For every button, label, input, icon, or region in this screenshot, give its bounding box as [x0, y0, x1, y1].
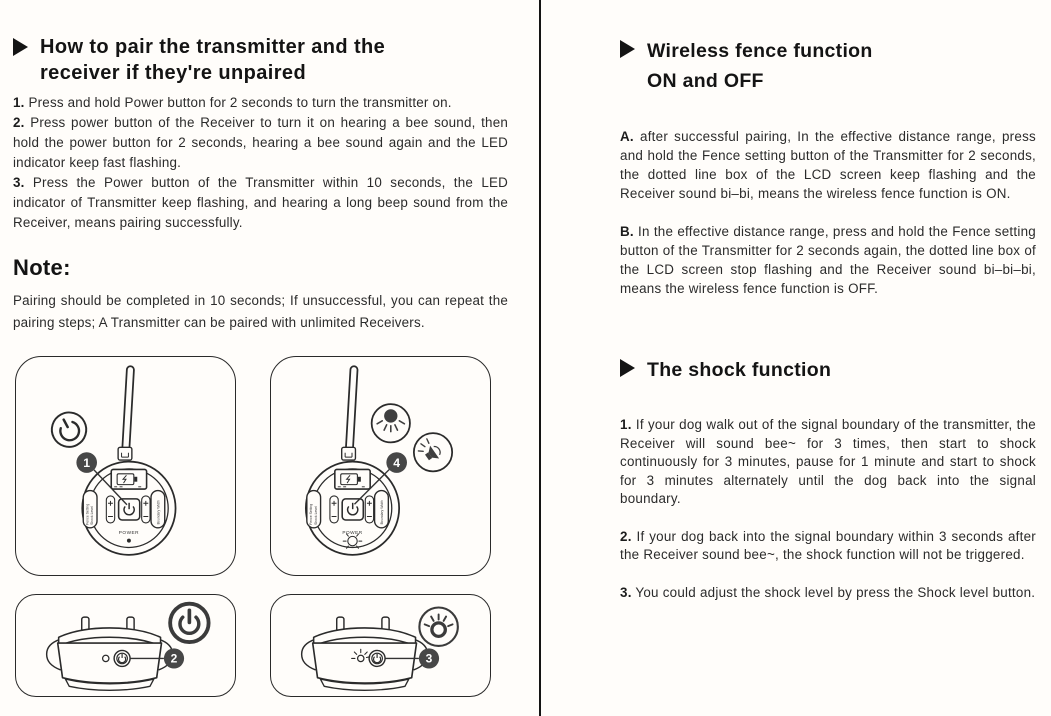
- led-flash-icon: [372, 404, 410, 442]
- figure-receiver-led-flash: [270, 594, 491, 697]
- pairing-step-3: 3. Press the Power button of the Transmitter within 10 seconds, the LED indicator of Transmitter keep flashing, and hearing a long beep sound from the Receiver, means pairing successfully.: [13, 175, 508, 230]
- heading-line: How to pair the transmitter and the: [40, 36, 386, 58]
- left-column: [13, 34, 508, 333]
- pairing-steps: [13, 93, 508, 233]
- fence-paragraph-a: A. after successful pairing, In the effective distance range, press and hold the Fence setting button of the Transmitter for 2 seconds, the dotted line box of the LCD screen keep flashing and the Receiver sound bi–bi, means the wireless fence function is ON.: [620, 129, 1036, 201]
- ring-flash-icon: [419, 607, 457, 645]
- fence-function-heading: [620, 36, 1036, 96]
- figure-transmitter-pairing: [270, 356, 491, 576]
- shock-step-1: 1. If your dog walk out of the signal boundary of the transmitter, the Receiver will sound bee~ for 3 times, then start to shock continuously for 3 minutes, pause for 1 minute and start to shock for 3 minutes alternately until the dog back into the signal boundary.: [620, 417, 1036, 506]
- note-heading: Note:: [13, 255, 71, 280]
- speaker-beep-icon: [414, 433, 452, 471]
- pairing-step-2: 2. Press power button of the Receiver to turn it on hearing a bee sound, then hold the power button for 2 seconds, hearing a bee sound again and the LED indicator keep fast flashing.: [13, 115, 508, 170]
- right-column: [620, 36, 1036, 602]
- callout-number: 4: [393, 455, 401, 470]
- heading-line: ON and OFF: [647, 70, 764, 92]
- section-marker-icon: [13, 38, 28, 56]
- callout-number: 1: [83, 455, 91, 470]
- section-marker-icon: [620, 359, 635, 377]
- pairing-step-1: 1. Press and hold Power button for 2 seconds to turn the transmitter on.: [13, 95, 452, 110]
- shock-function-heading: The shock function: [620, 355, 1036, 385]
- shock-step-2: 2. If your dog back into the signal boundary within 3 seconds after the Receiver sound bee~, the shock function will not be triggered.: [620, 528, 1037, 562]
- heading-line: receiver if they're unpaired: [40, 62, 307, 84]
- section-marker-icon: [620, 40, 635, 58]
- led-dot: [127, 539, 131, 543]
- callout-number: 3: [425, 651, 433, 666]
- power-icon: [46, 406, 92, 452]
- note-text: Pairing should be completed in 10 seconds; If unsuccessful, you can repeat the pairing steps; A Transmitter can be paired with unlimited Receivers.: [13, 293, 508, 330]
- figure-transmitter-power-on: [15, 356, 236, 576]
- pairing-section-heading: [13, 34, 508, 86]
- power-bold-icon: [170, 604, 208, 642]
- fence-paragraph-b: B. In the effective distance range, press and hold the Fence setting button of the Transmitter for 2 seconds again, the dotted line box of the LCD screen stop flashing and the Receiver sound bi–bi–bi, means the wireless fence function is OFF.: [620, 224, 1036, 296]
- column-divider: [539, 0, 541, 716]
- figure-receiver-power-on: [15, 594, 236, 697]
- shock-step-3: 3. You could adjust the shock level by press the Shock level button.: [620, 584, 1036, 600]
- callout-number: 2: [170, 651, 178, 666]
- heading-line: Wireless fence function: [647, 40, 873, 62]
